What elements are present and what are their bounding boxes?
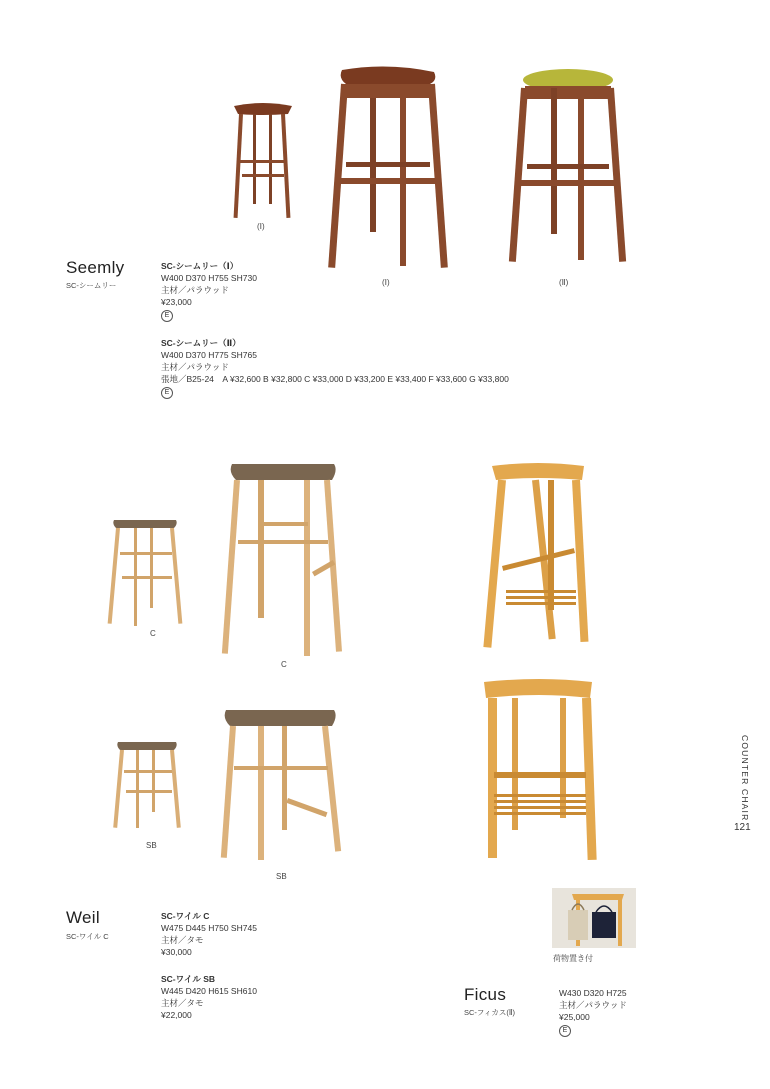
ficus-photo-caption: 荷物置き付	[553, 954, 593, 963]
seemly-2-price: 張地／B25-24 A ¥32,600 B ¥32,800 C ¥33,000 D ¥33,200 E ¥33,400 F ¥33,600 G ¥33,800	[161, 374, 509, 384]
page-number: 121	[734, 822, 751, 833]
weil-spec-c	[161, 910, 257, 958]
seemly-upholstered-stool-image	[505, 68, 631, 266]
weil-c-material: 主材／タモ	[161, 935, 204, 945]
weil-sb-material: 主材／タモ	[161, 998, 204, 1008]
weil-sb-large-caption: SB	[276, 872, 287, 881]
ficus-subtitle: SC-フィカス(Ⅱ)	[464, 1008, 516, 1017]
ficus-stool-angled-image	[488, 462, 590, 652]
seemly-mid-caption: (Ⅰ)	[382, 278, 390, 287]
weil-c-model: SC-ワイル C	[161, 911, 210, 921]
weil-sb-size: W445 D420 H615 SH610	[161, 986, 257, 996]
weil-c-small-caption: C	[150, 629, 156, 638]
weil-c-large-stool-image	[222, 462, 344, 658]
seemly-right-caption: (Ⅱ)	[559, 278, 569, 287]
weil-sb-large-stool-image	[218, 706, 342, 862]
ficus-material: 主材／パラウッド	[559, 1000, 627, 1010]
seemly-1-size: W400 D370 H755 SH730	[161, 273, 257, 283]
ficus-price: ¥25,000	[559, 1012, 590, 1022]
seemly-1-model: SC-シームリー（Ⅰ）	[161, 261, 239, 271]
seemly-spec-1	[161, 260, 257, 322]
weil-c-large-caption: C	[281, 660, 287, 669]
weil-sb-price: ¥22,000	[161, 1010, 192, 1020]
seemly-small-caption: (Ⅰ)	[257, 222, 265, 231]
weil-c-price: ¥30,000	[161, 947, 192, 957]
weil-c-small-stool-image	[108, 518, 186, 628]
seemly-small-stool-image	[228, 100, 298, 222]
eco-badge-icon: E	[161, 387, 173, 399]
seemly-subtitle: SC-シームリー	[66, 281, 117, 290]
ficus-stool-front-image	[482, 676, 598, 862]
weil-sb-model: SC-ワイル SB	[161, 974, 216, 984]
seemly-title: Seemly	[66, 258, 125, 277]
weil-sb-small-caption: SB	[146, 841, 157, 850]
seemly-2-model: SC-シームリー（Ⅱ）	[161, 338, 241, 348]
eco-badge-icon: E	[161, 310, 173, 322]
seemly-1-price: ¥23,000	[161, 297, 192, 307]
weil-subtitle: SC-ワイル C	[66, 932, 109, 941]
seemly-2-material: 主材／パラウッド	[161, 362, 229, 372]
seemly-tall-stool-image	[322, 66, 454, 271]
weil-c-size: W475 D445 H750 SH745	[161, 923, 257, 933]
eco-badge-icon: E	[559, 1025, 571, 1037]
ficus-title: Ficus	[464, 985, 507, 1004]
section-side-label: COUNTER CHAIR	[740, 735, 750, 822]
weil-spec-sb	[161, 973, 257, 1021]
ficus-spec	[559, 987, 627, 1037]
seemly-spec-2	[161, 337, 509, 399]
weil-sb-small-stool-image	[112, 740, 184, 832]
ficus-size: W430 D320 H725	[559, 988, 627, 998]
weil-title: Weil	[66, 908, 100, 927]
ficus-bag-photo	[552, 888, 636, 948]
seemly-1-material: 主材／パラウッド	[161, 285, 229, 295]
seemly-2-size: W400 D370 H775 SH765	[161, 350, 257, 360]
